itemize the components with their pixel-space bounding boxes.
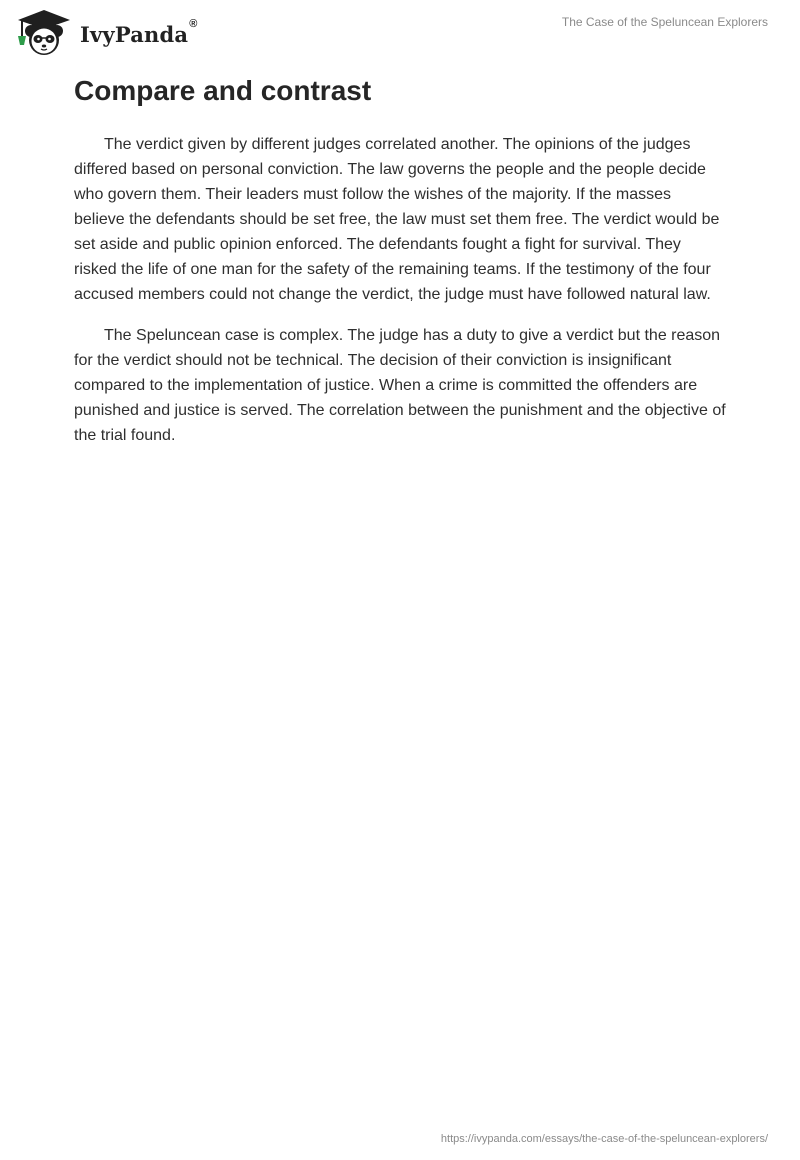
registered-mark: ®	[189, 17, 198, 30]
article-content	[74, 72, 726, 464]
logo[interactable]	[14, 8, 198, 58]
panda-graduation-cap-icon	[14, 8, 74, 58]
document-title: The Case of the Speluncean Explorers	[561, 15, 768, 29]
section-heading: Compare and contrast	[74, 75, 372, 106]
footer-url[interactable]: https://ivypanda.com/essays/the-case-of-the-speluncean-explorers/	[440, 1133, 768, 1145]
paragraph-2: The Speluncean case is complex. The judge has a duty to give a verdict but the reason for the verdict should not be technical. The decision of their conviction is insignificant compared to the implementation of justice. When a crime is committed the offenders are punished and justice is served. The correlation between the punishment and the objective of the trial found.	[74, 327, 726, 444]
page-header	[0, 0, 800, 64]
logo-text: IvyPanda®	[80, 17, 198, 47]
paragraph-1: The verdict given by different judges correlated another. The opinions of the judges differed based on personal conviction. The law governs the people and the people decide who govern them. Their leaders must follow the wishes of the majority. If the masses believe the defendants should be set free, the law must set them free. The verdict would be set aside and public opinion enforced. The defendants fought a fight for survival. They risked the life of one man for the safety of the remaining teams. If the testimony of the four accused members could not change the verdict, the judge must have followed natural law.	[74, 136, 720, 303]
